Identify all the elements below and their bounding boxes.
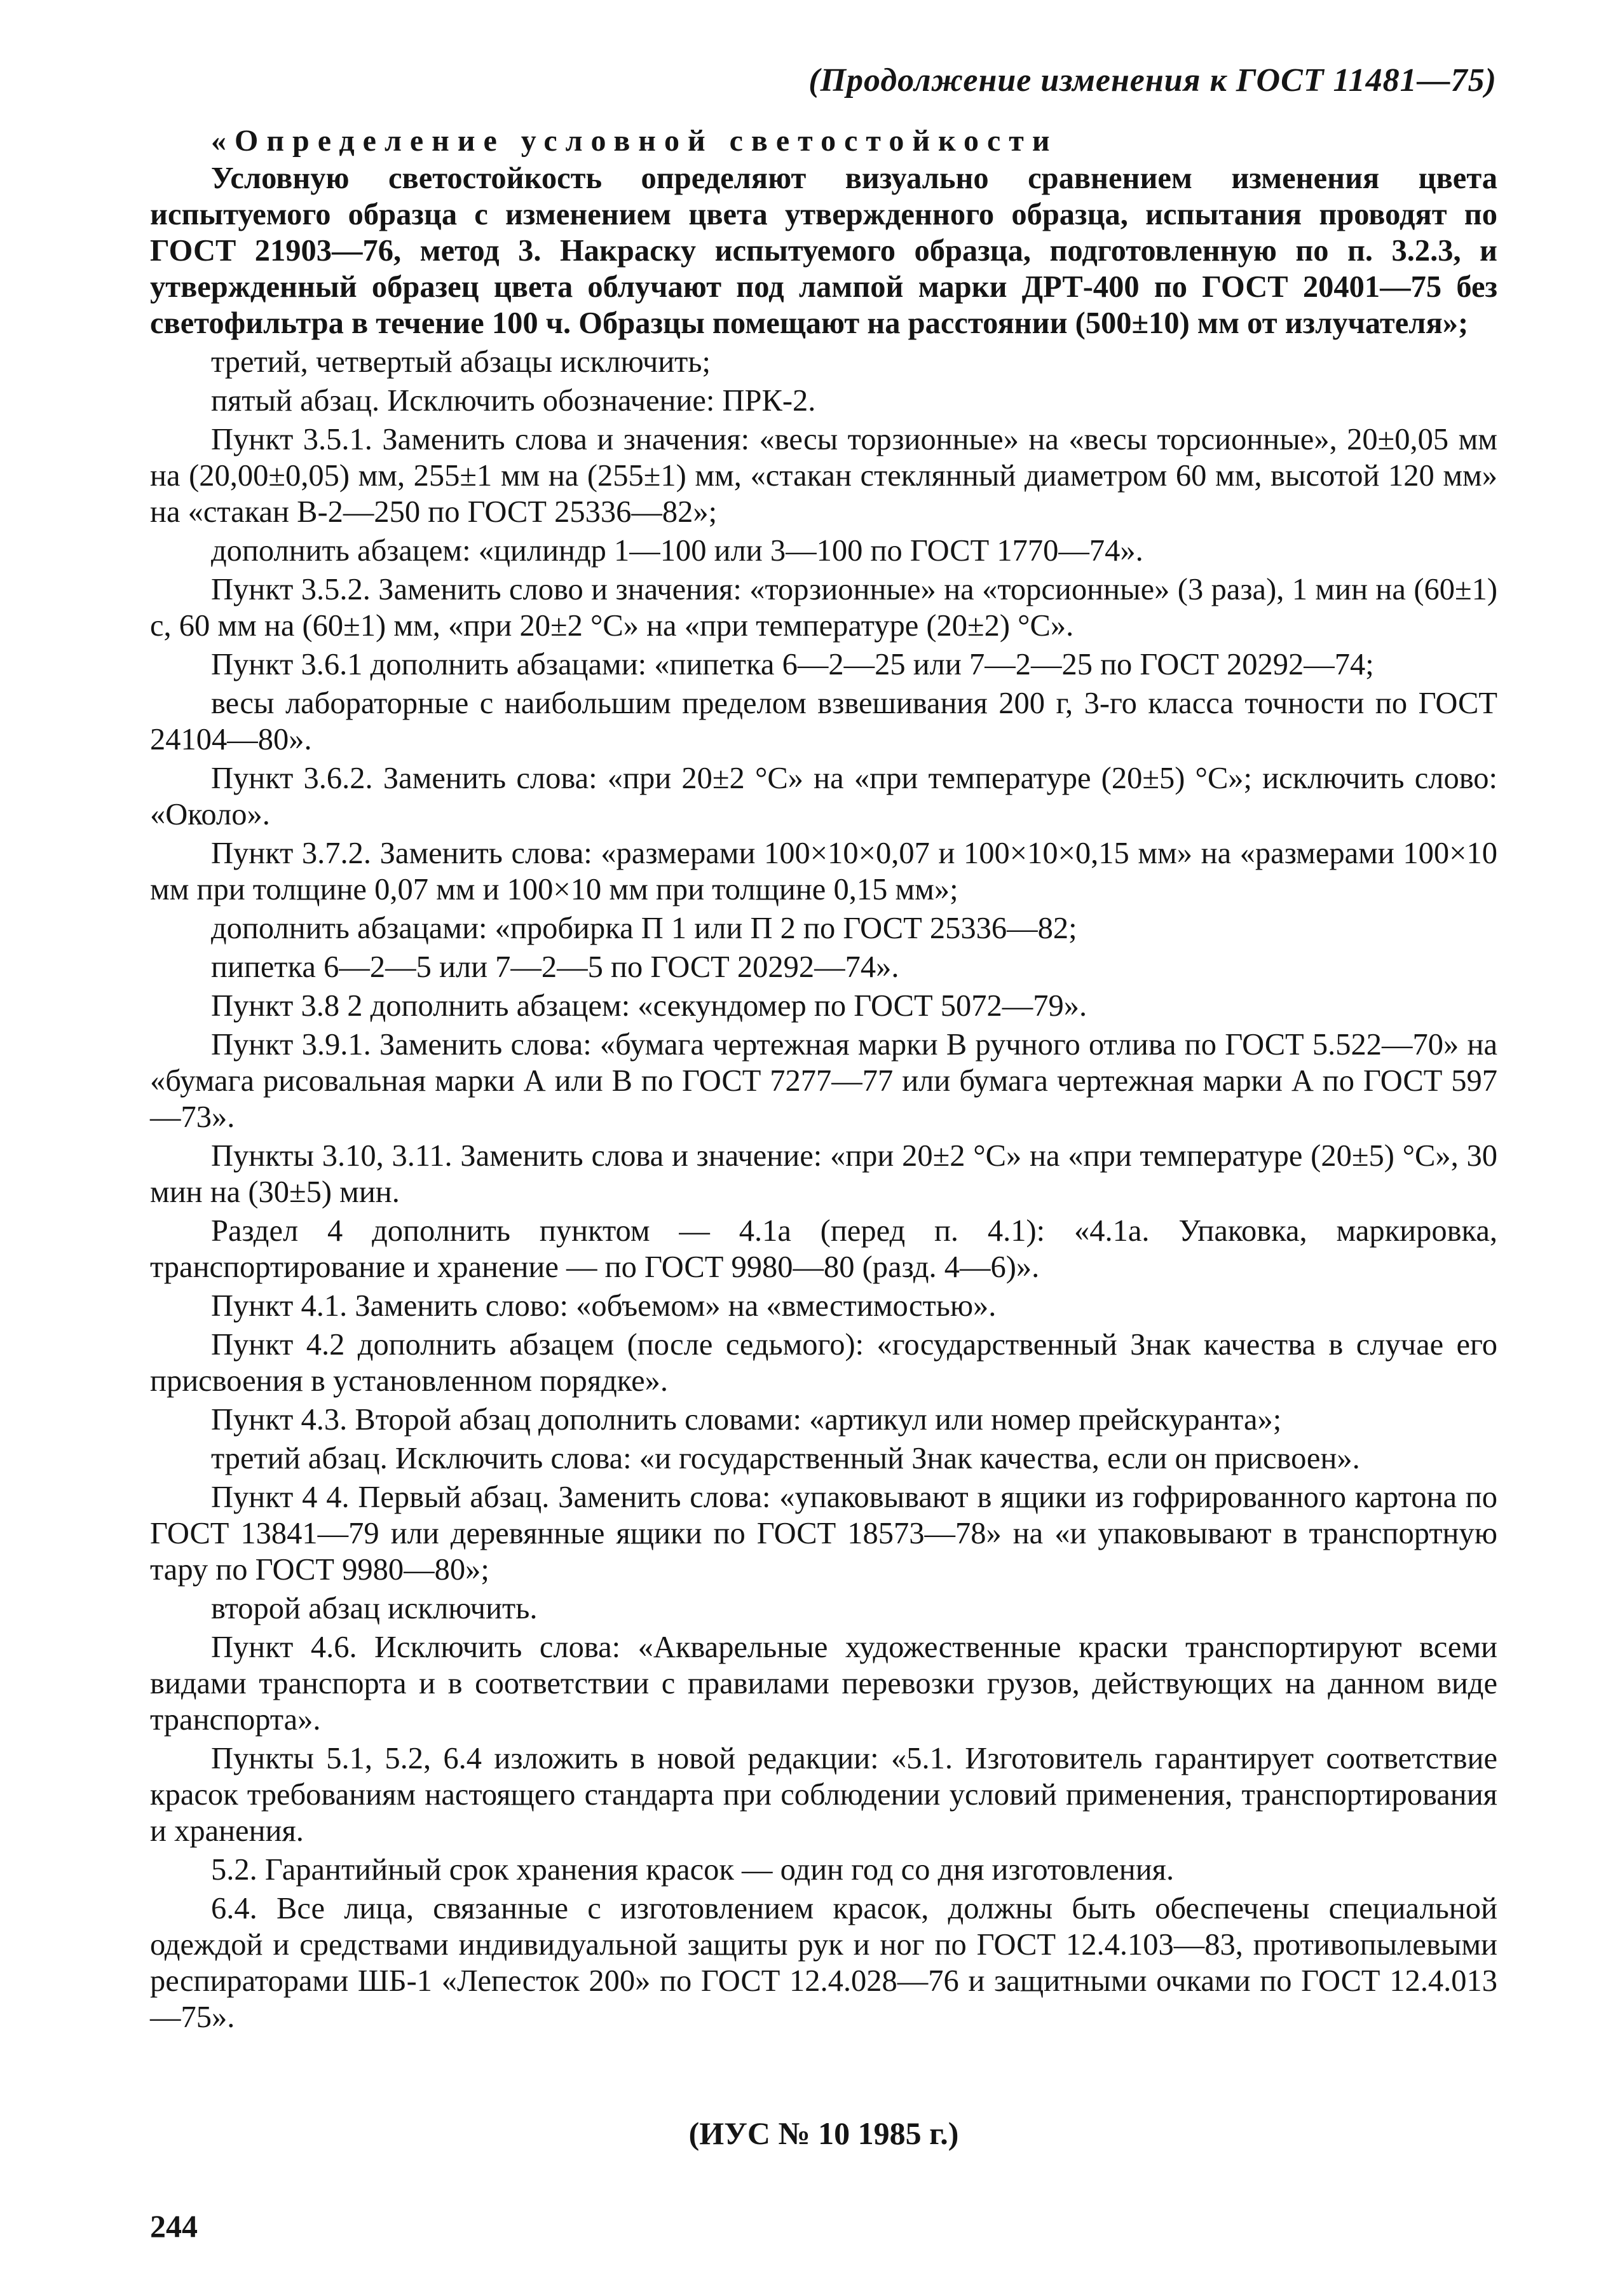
paragraph: дополнить абзацем: «цилиндр 1—100 или 3—100 по ГОСТ 1770—74». [211,534,1143,568]
paragraph: Пункт 3.5.2. Заменить слово и значения: «торзионные» на «торсионные» (3 раза), 1 мин на (60±1) с, 60 мм на (60±1) мм, «при 20±2 °С» на «при температуре (20±2) °С». [150,573,1497,643]
paragraph: пипетка 6—2—5 или 7—2—5 по ГОСТ 20292—74». [211,950,899,984]
paragraph: Пункт 4.6. Исключить слова: «Акварельные художественные краски транспортируют всеми видами транспорта и в соответствии с правилами перевозки грузов, действующих на данном виде транспорта». [150,1630,1497,1737]
paragraph: 5.2. Гарантийный срок хранения красок — один год со дня изготовления. [211,1853,1175,1887]
paragraph: Раздел 4 дополнить пунктом — 4.1а (перед п. 4.1): «4.1а. Упаковка, маркировка, транспортирование и хранение — по ГОСТ 9980—80 (разд. 4—6)». [150,1214,1497,1284]
paragraph: Пункт 4.1. Заменить слово: «объемом» на «вместимостью». [211,1289,997,1323]
paragraph: третий, четвертый абзацы исключить; [211,345,711,379]
paragraph: Пункты 3.10, 3.11. Заменить слова и значение: «при 20±2 °С» на «при температуре (20±5) °С», 30 мин на (30±5) мин. [150,1139,1497,1209]
section-title: «Определение условной светостойкости [211,124,1058,158]
paragraph: пятый абзац. Исключить обозначение: ПРК-2. [211,384,816,418]
paragraph: Пункт 3.5.1. Заменить слова и значения: «весы торзионные» на «весы торсионные», 20±0,05 мм на (20,00±0,05) мм, 255±1 мм на (255±1) мм, «стакан стеклянный диаметром 60 мм, высотой 120 мм» на «стакан В-2—250 по ГОСТ 25336—82»; [150,423,1497,529]
source-reference: (ИУС № 10 1985 г.) [688,2115,959,2151]
paragraph: Пункт 3.6.2. Заменить слова: «при 20±2 °С» на «при температуре (20±5) °С»; исключить слово: «Около». [150,762,1497,831]
paragraph: Пункт 3.7.2. Заменить слова: «размерами 100×10×0,07 и 100×10×0,15 мм» на «размерами 100×10 мм при толщине 0,07 мм и 100×10 мм при толщине 0,15 мм»; [150,837,1497,906]
paragraph: Пункты 5.1, 5.2, 6.4 изложить в новой редакции: «5.1. Изготовитель гарантирует соответствие красок требованиям настоящего стандарта при соблюдении условий применения, транспортирования и хранения. [150,1742,1497,1848]
paragraph: Пункт 3.6.1 дополнить абзацами: «пипетка 6—2—25 или 7—2—25 по ГОСТ 20292—74; [211,648,1374,681]
paragraph: Пункт 3.8 2 дополнить абзацем: «секундомер по ГОСТ 5072—79». [211,989,1087,1023]
page-number: 244 [150,2208,198,2244]
paragraph: Пункт 4.3. Второй абзац дополнить словами: «артикул или номер прейскуранта»; [211,1403,1282,1437]
page-header: (Продолжение изменения к ГОСТ 11481—75) [808,62,1497,99]
paragraph: Условную светостойкость определяют визуально сравнением изменения цвета испытуемого образца с изменением цвета утвержденного образца, испытания проводят по ГОСТ 21903—76, метод 3. Накраску испытуемого образца, подготовленную по п. 3.2.3, и утвержденный образец цвета облучают под лампой марки ДРТ-400 по ГОСТ 20401—75 без светофильтра в течение 100 ч. Образцы помещают на расстоянии (500±10) мм от излучателя»; [150,161,1497,340]
paragraph: Пункт 3.9.1. Заменить слова: «бумага чертежная марки В ручного отлива по ГОСТ 5.522—70» на «бумага рисовальная марки А или В по ГОСТ 7277—77 или бумага чертежная марки А по ГОСТ 597—73». [150,1028,1497,1134]
paragraph: третий абзац. Исключить слова: «и государственный Знак качества, если он присвоен». [211,1442,1360,1475]
paragraph: второй абзац исключить. [211,1592,538,1625]
paragraph: 6.4. Все лица, связанные с изготовлением красок, должны быть обеспечены специальной одеждой и средствами индивидуальной защиты рук и ног по ГОСТ 12.4.103—83, противопылевыми респираторами ШБ-1 «Лепесток 200» по ГОСТ 12.4.028—76 и защитными очками по ГОСТ 12.4.013—75». [150,1892,1497,2034]
paragraph: Пункт 4 4. Первый абзац. Заменить слова: «упаковывают в ящики из гофрированного картона по ГОСТ 13841—79 или деревянные ящики по ГОСТ 18573—78» на «и упаковывают в транспортную тару по ГОСТ 9980—80»; [150,1480,1497,1587]
paragraph: дополнить абзацами: «пробирка П 1 или П 2 по ГОСТ 25336—82; [211,912,1077,945]
document-body [150,122,1497,2038]
paragraph: весы лабораторные с наибольшим пределом взвешивания 200 г, 3-го класса точности по ГОСТ 24104—80». [150,687,1497,756]
paragraph: Пункт 4.2 дополнить абзацем (после седьмого): «государственный Знак качества в случае его присвоения в установленном порядке». [150,1328,1497,1398]
